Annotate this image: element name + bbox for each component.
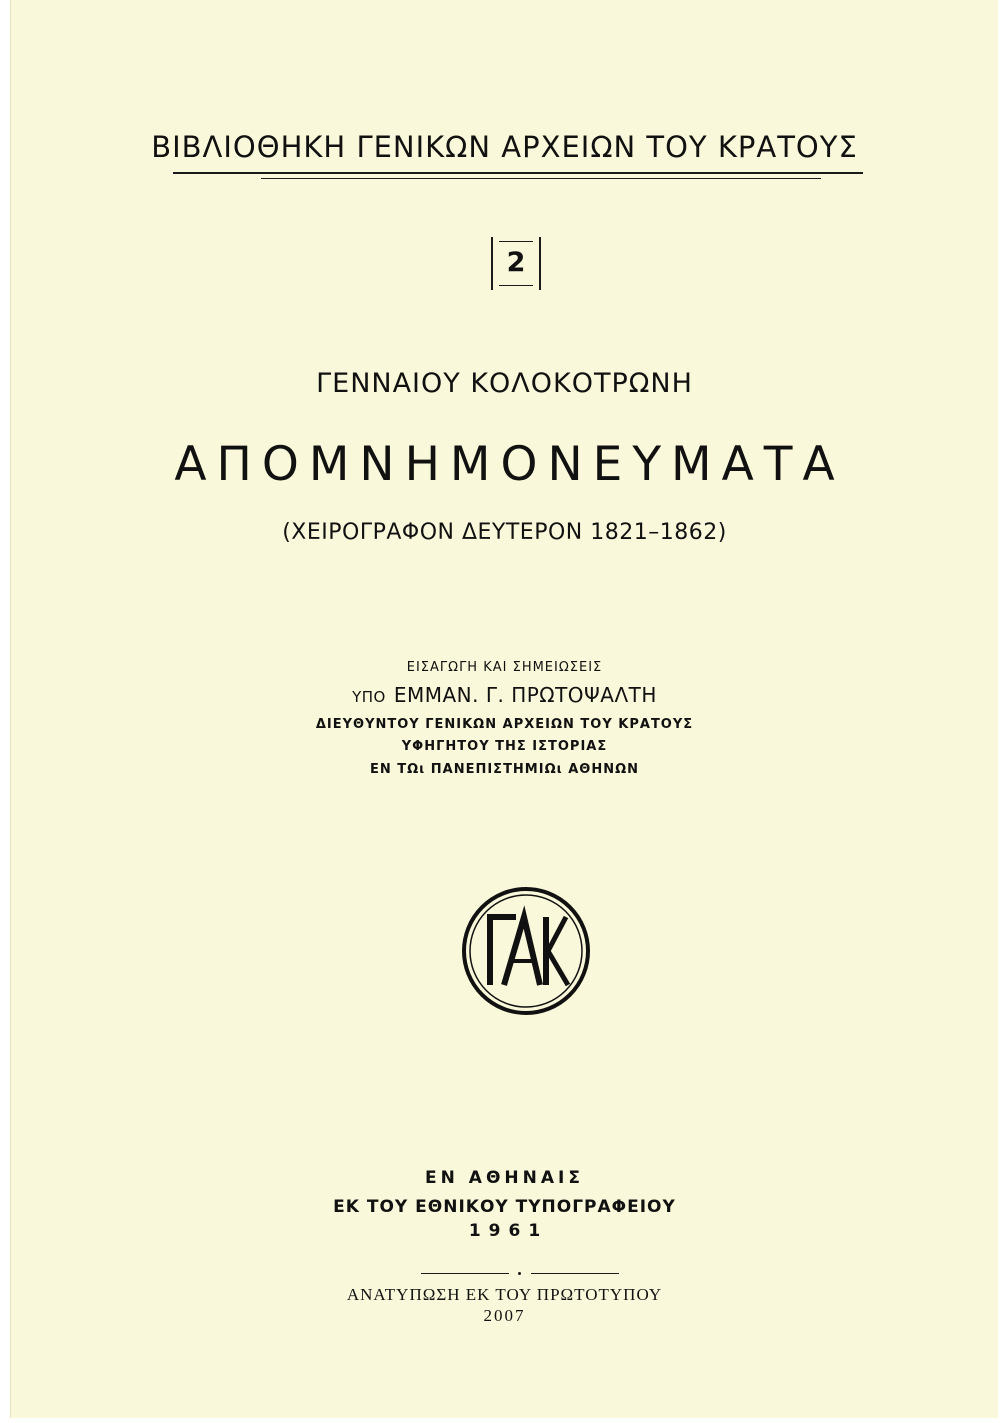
publication-year: 1961 — [468, 1221, 549, 1241]
publication-place: ΕΝ ΑΘΗΝΑΙΣ — [425, 1168, 584, 1188]
volume-box-bottom-line — [499, 285, 533, 286]
volume-number-box — [491, 237, 541, 290]
volume-box-top-line — [499, 241, 533, 242]
separator-dot — [518, 1272, 521, 1275]
series-title: ΒΙΒΛΙΟΘΗΚΗ ΓΕΝΙΚΩΝ ΑΡΧΕΙΩΝ ΤΟΥ ΚΡΑΤΟΥΣ — [151, 130, 858, 164]
reprint-year: 2007 — [483, 1306, 526, 1325]
volume-number: 2 — [506, 247, 526, 278]
editor-line — [11, 683, 998, 707]
editor-name: ΕΜΜΑΝ. Γ. ΠΡΩΤΟΨΑΛΤΗ — [393, 683, 657, 707]
series-rule-thick — [173, 172, 863, 174]
separator-left — [421, 1273, 509, 1274]
series-rule-thin — [261, 178, 821, 179]
reprint-note: ΑΝΑΤΥΠΩΣΗ ΕΚ ΤΟΥ ΠΡΩΤΟΤΥΠΟΥ — [346, 1285, 663, 1304]
gak-logo-icon — [460, 885, 592, 1017]
book-subtitle: (ΧΕΙΡΟΓΡΑΦΟΝ ΔΕΥΤΕΡΟΝ 1821–1862) — [282, 520, 727, 545]
editor-role-3: ΕΝ ΤΩι ΠΑΝΕΠΙΣΤΗΜΙΩι ΑΘΗΝΩΝ — [369, 762, 640, 777]
editor-role-1: ΔΙΕΥΘΥΝΤΟΥ ΓΕΝΙΚΩΝ ΑΡΧΕΙΩΝ ΤΟΥ ΚΡΑΤΟΥΣ — [315, 717, 694, 732]
separator-right — [531, 1273, 619, 1274]
editor-prefix: ΥΠΟ — [352, 688, 386, 706]
publisher: ΕΚ ΤΟΥ ΕΘΝΙΚΟΥ ΤΥΠΟΓΡΑΦΕΙΟΥ — [333, 1197, 676, 1217]
intro-label: ΕΙΣΑΓΩΓΗ ΚΑΙ ΣΗΜΕΙΩΣΕΙΣ — [406, 660, 603, 675]
book-title: ΑΠΟΜΝΗΜΟΝΕΥΜΑΤΑ — [174, 437, 845, 492]
book-cover — [10, 0, 998, 1418]
editor-role-2: ΥΦΗΓΗΤΟΥ ΤΗΣ ΙΣΤΟΡΙΑΣ — [401, 739, 608, 754]
author-name: ΓΕΝΝΑΙΟΥ ΚΟΛΟΚΟΤΡΩΝΗ — [316, 368, 693, 399]
